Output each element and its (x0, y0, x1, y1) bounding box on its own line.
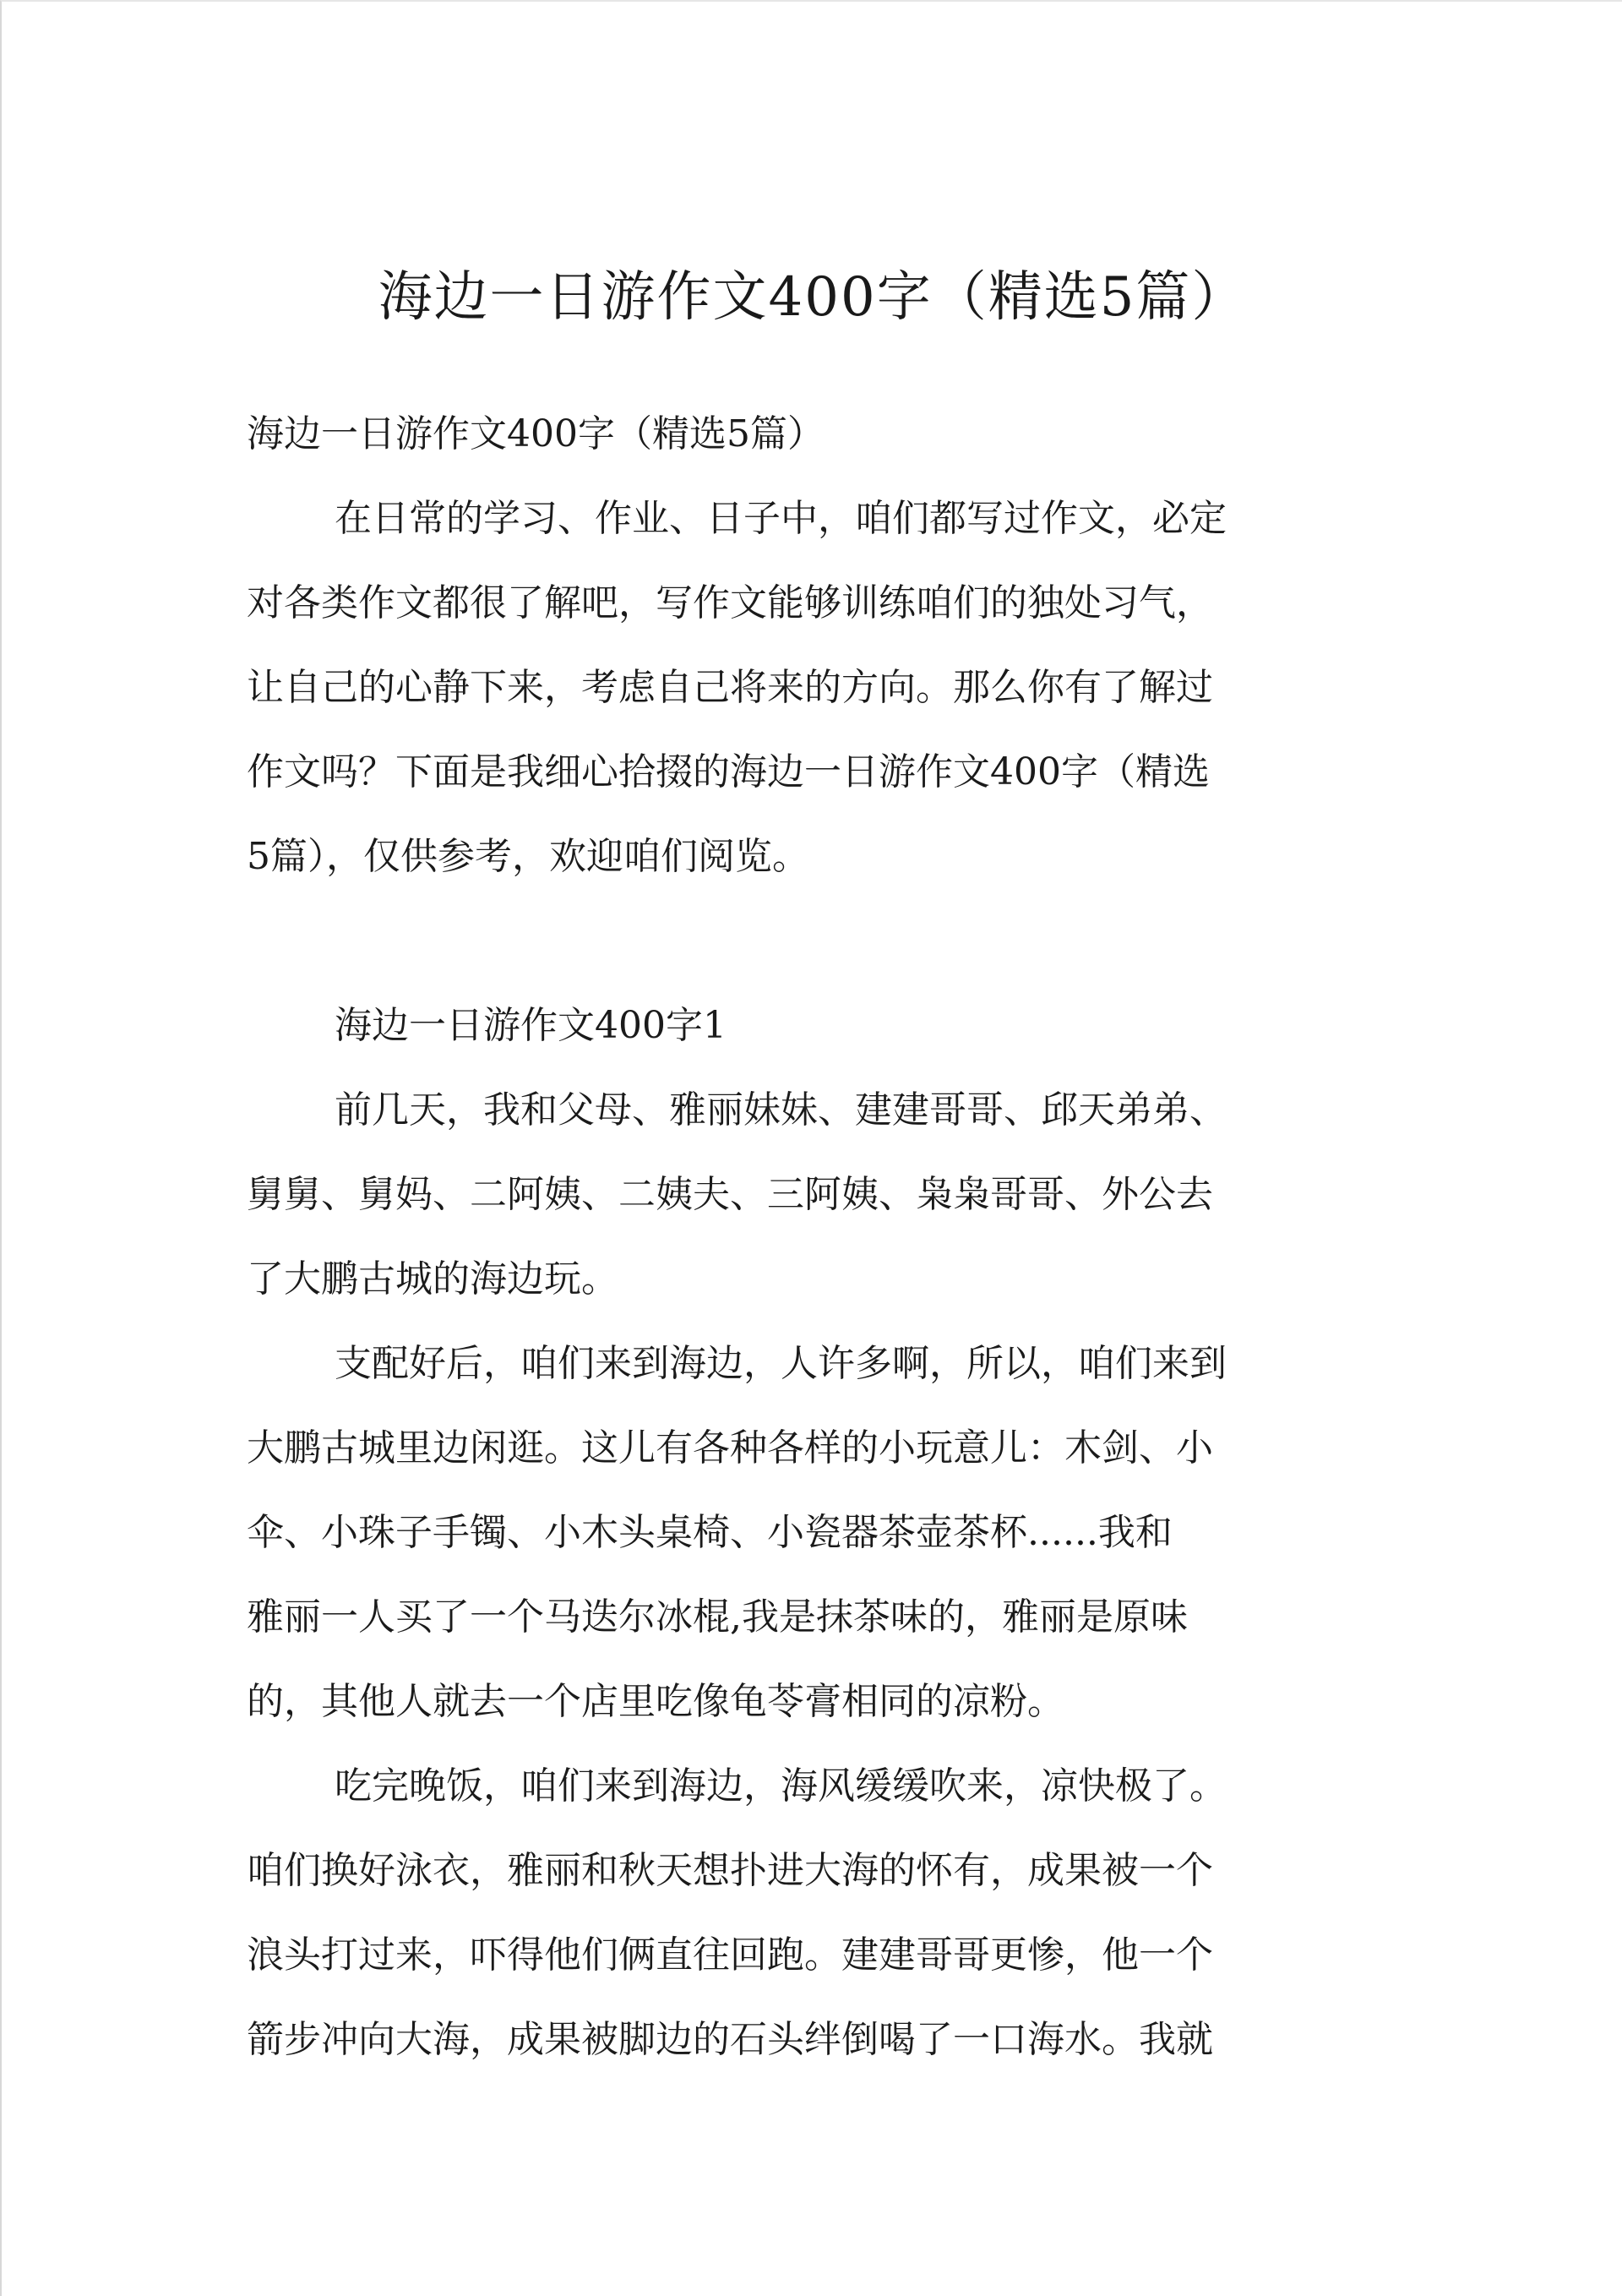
paragraph-line: 大鹏古城里边闲逛。这儿有各种各样的小玩意儿：木剑、小 (247, 1426, 1213, 1470)
paragraph-line: 支配好后，咱们来到海边，人许多啊，所以，咱们来到 (335, 1342, 1227, 1385)
paragraph-line: 伞、小珠子手镯、小木头桌椅、小瓷器茶壶茶杯......我和 (247, 1511, 1173, 1554)
intro-paragraph (247, 477, 1379, 899)
essay-paragraph-1 (247, 1068, 1379, 1322)
paragraph-line: 吃完晚饭，咱们来到海边，海风缓缓吹来，凉快极了。 (335, 1764, 1227, 1808)
document-subtitle: 海边一日游作文400字（精选5篇） (247, 412, 825, 455)
intro-line: 作文吗？下面是我细心拾掇的海边一日游作文400字（精选 (247, 750, 1210, 794)
paragraph-line: 雅丽一人买了一个马迭尔冰棍,我是抹茶味的，雅丽是原味 (247, 1595, 1188, 1639)
paragraph-line: 舅舅、舅妈、二阿姨、二姨夫、三阿姨、枭枭哥哥、外公去 (247, 1173, 1213, 1216)
intro-line: 在日常的学习、作业、日子中，咱们都写过作文，必定 (335, 497, 1227, 540)
paragraph-line: 浪头打过来，吓得他们俩直往回跑。建建哥哥更惨，他一个 (247, 1933, 1213, 1977)
paragraph-spacer (247, 899, 1379, 984)
intro-line: 5篇），仅供参考，欢迎咱们阅览。 (247, 835, 809, 878)
intro-line: 让自己的心静下来，考虑自己将来的方向。那么你有了解过 (247, 666, 1213, 709)
document-title: 海边一日游作文400字（精选5篇） (378, 266, 1248, 329)
paragraph-line: 的，其他人就去一个店里吃像龟苓膏相同的凉粉。 (247, 1680, 1064, 1723)
document-body (247, 247, 1379, 2082)
intro-line: 对各类作文都很了解吧，写作文能够训练咱们的独处习气， (247, 581, 1213, 624)
paragraph-line: 咱们换好泳衣，雅丽和秋天想扑进大海的怀有，成果被一个 (247, 1849, 1213, 1892)
essay-heading: 海边一日游作文400字1 (335, 1004, 727, 1047)
paragraph-line: 了大鹏古城的海边玩。 (247, 1257, 618, 1301)
paragraph-line: 箭步冲向大海，成果被脚边的石头绊倒喝了一口海水。我就 (247, 2018, 1213, 2061)
essay-paragraph-2 (247, 1322, 1379, 1744)
paragraph-line: 前几天，我和父母、雅丽妹妹、建建哥哥、邱天弟弟、 (335, 1088, 1227, 1132)
essay-paragraph-3 (247, 1744, 1379, 2082)
